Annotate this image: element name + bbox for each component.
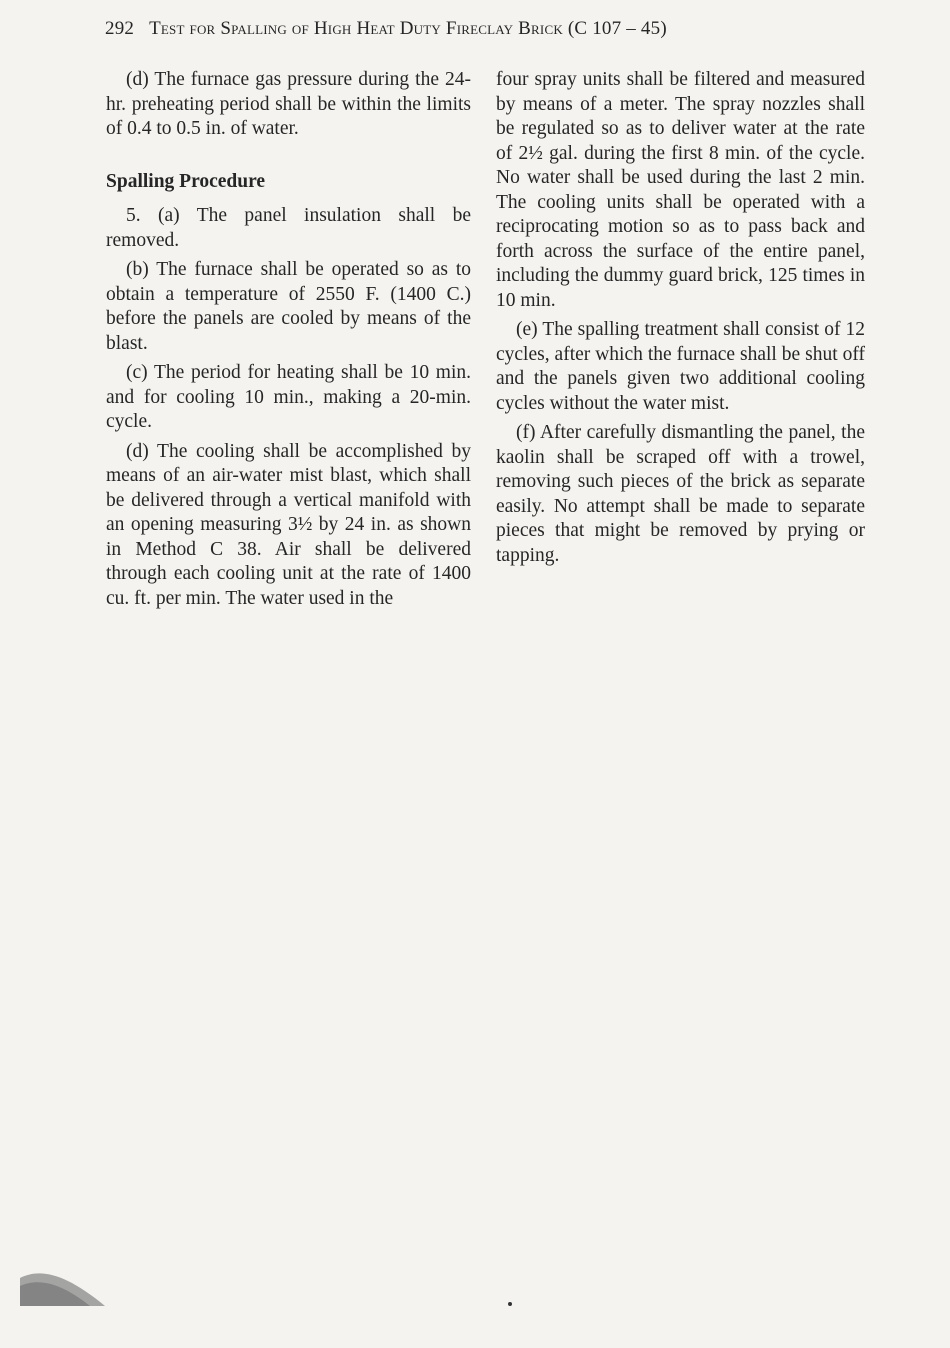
paragraph-5d-continued: four spray units shall be filtered and measured by means of a meter. The spray nozzles shall be regulated so as to deliver water at the rate of 2½ gal. during the first 8 min. of the cycle. No water shall be used during the last 2 min. The cooling units shall be operated with a reciprocating motion so as to pass back and forth across the surface of the entire panel, including the dummy guard brick, 125 times in 10 min. xyxy=(496,69,865,311)
paragraph-gas-pressure: (d) The furnace gas pressure during the 24-hr. preheating period shall be within the limits of 0.4 to 0.5 in. of water. xyxy=(106,69,471,139)
paragraph-5a: 5. (a) The panel insulation shall be removed. xyxy=(106,205,471,251)
paragraph-5c: (c) The period for heating shall be 10 min. and for cooling 10 min., making a 20-min. cycle. xyxy=(106,362,471,432)
right-column xyxy=(496,68,865,573)
paragraph-5d: (d) The cooling shall be accomplished by means of an air-water mist blast, which shall be delivered through a vertical manifold with an opening measuring 3½ by 24 in. as shown in Method C 38. Air shall be delivered through each cooling unit at the rate of 1400 cu. ft. per min. The water used in the xyxy=(106,440,471,609)
section-heading: Spalling Procedure xyxy=(106,170,266,192)
paragraph-5f: (f) After carefully dismantling the panel, the kaolin shall be scraped off with a trowel, removing such pieces of the brick as separate easily. No attempt shall be made to separate pieces that might be removed by prying or tapping. xyxy=(496,422,865,566)
running-header xyxy=(105,18,850,40)
scan-speck xyxy=(508,1302,512,1306)
paragraph-5b: (b) The furnace shall be operated so as to obtain a temperature of 2550 F. (1400 C.) before the panels are cooled by means of the blast. xyxy=(106,259,471,354)
standard-designation: (C 107 – 45) xyxy=(567,18,667,39)
page-number: 292 xyxy=(105,18,135,39)
running-title: Test for Spalling of High Heat Duty Fireclay Brick xyxy=(149,18,563,39)
left-column xyxy=(106,68,471,616)
scan-thumb-shadow xyxy=(20,1268,110,1308)
paragraph-5e: (e) The spalling treatment shall consist of 12 cycles, after which the furnace shall be shut off and the panels given two additional cooling cycles without the water mist. xyxy=(496,319,865,414)
